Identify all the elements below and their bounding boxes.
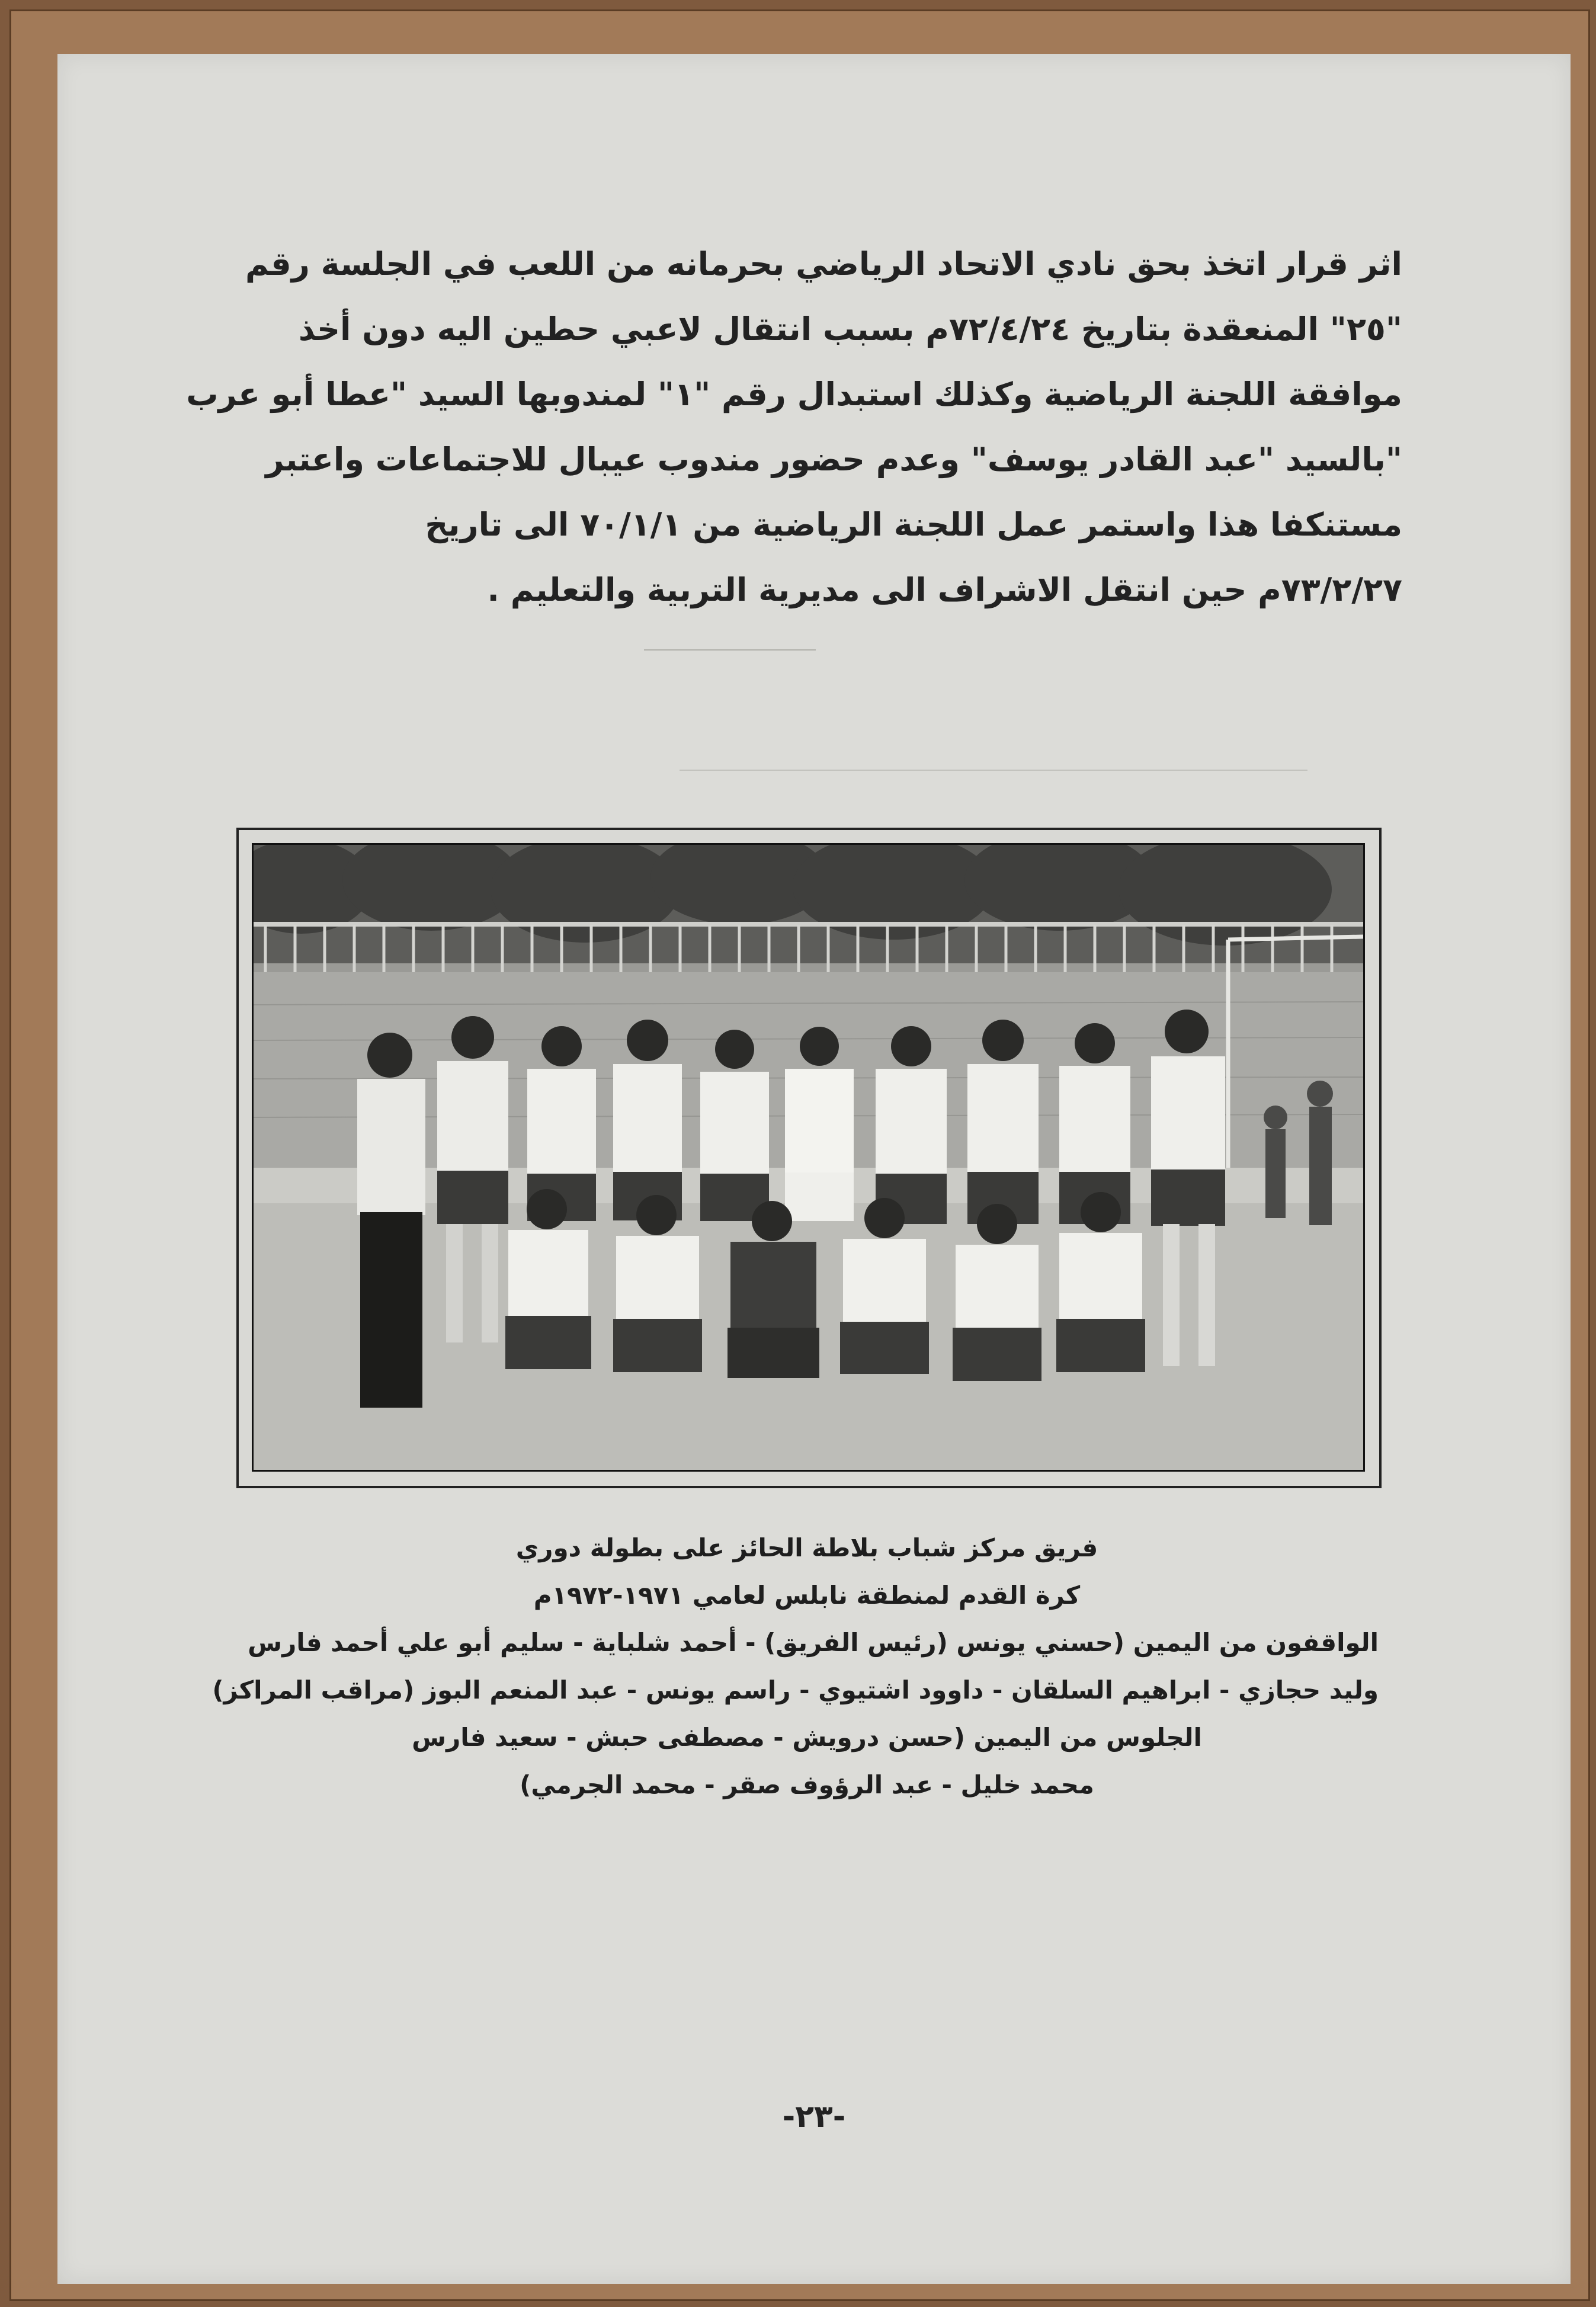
caption-title-line: فريق مركز شباب بلاطة الحائز على بطولة دوري: [515, 1533, 1098, 1562]
paragraph-line: "بالسيد "عبد القادر يوسف" وعدم حضور مندوب عيبال للاجتماعات واعتبر: [265, 441, 1402, 478]
page-number: -٢٣-: [782, 2099, 846, 2135]
document-page: [57, 54, 1571, 2284]
photo-caption: [212, 1524, 1379, 1809]
paragraph-line: ٧٣/٢/٢٧م حين انتقل الاشراف الى مديرية التربية والتعليم .: [487, 571, 1402, 608]
caption-names-line: محمد خليل - عبد الرؤوف صقر - محمد الجرمي): [520, 1770, 1094, 1799]
scan-border: [9, 9, 1590, 2301]
body-paragraph: [186, 232, 1402, 623]
photo-frame: [236, 828, 1382, 1488]
paragraph-line: اثر قرار اتخذ بحق نادي الاتحاد الرياضي بحرمانه من اللعب في الجلسة رقم: [245, 245, 1402, 283]
paragraph-line: موافقة اللجنة الرياضية وكذلك استبدال رقم "١" لمندوبها السيد "عطا أبو عرب: [186, 376, 1402, 413]
caption-names-line: الواقفون من اليمين (حسني يونس (رئيس الفريق) - أحمد شلباية - سليم أبو علي أحمد فارس: [248, 1628, 1379, 1657]
divider-line: [680, 770, 1307, 771]
caption-names-line: الجلوس من اليمين (حسن درويش - مصطفى حبش - سعيد فارس: [412, 1723, 1202, 1752]
caption-names-line: وليد حجازي - ابراهيم السلقان - داوود اشتيوي - راسم يونس - عبد المنعم البوز (مراقب المراكز): [212, 1675, 1379, 1704]
paragraph-line: مستنكفا هذا واستمر عمل اللجنة الرياضية من ٧٠/١/١ الى تاريخ: [425, 506, 1402, 543]
divider-line: [644, 649, 816, 651]
caption-title-line: كرة القدم لمنطقة نابلس لعامي ١٩٧١-١٩٧٢م: [533, 1581, 1081, 1610]
team-photo: [252, 843, 1365, 1472]
paragraph-line: "٢٥" المنعقدة بتاريخ ٧٢/٤/٢٤م بسبب انتقال لاعبي حطين اليه دون أخذ: [298, 310, 1402, 348]
